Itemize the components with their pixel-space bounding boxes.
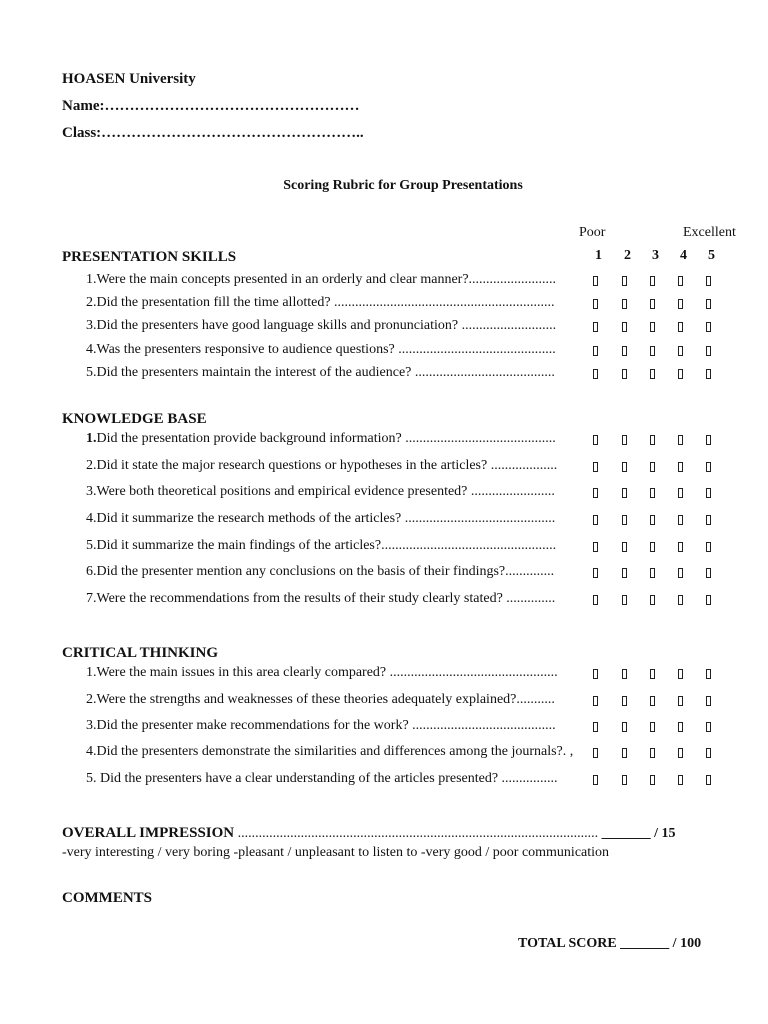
rating-box-2[interactable]	[622, 748, 627, 758]
scale-poor-label: Poor	[579, 225, 606, 240]
scale-number-1: 1	[595, 248, 602, 263]
rating-box-4[interactable]	[678, 462, 683, 472]
rating-box-2[interactable]	[622, 542, 627, 552]
rating-box-4[interactable]	[678, 775, 683, 785]
rating-box-1[interactable]	[593, 696, 598, 706]
rating-box-2[interactable]	[622, 462, 627, 472]
rating-box-1[interactable]	[593, 775, 598, 785]
rating-box-3[interactable]	[650, 775, 655, 785]
rating-box-3[interactable]	[650, 346, 655, 356]
question-label: 2.Did it state the major research questions or hypotheses in the articles? ...................	[86, 458, 558, 473]
question-number: 1.	[86, 431, 97, 446]
rating-box-2[interactable]	[622, 595, 627, 605]
section-heading: CRITICAL THINKING	[62, 645, 219, 661]
name-field-label: Name:……………………………………………	[62, 98, 360, 114]
question-text	[86, 295, 594, 311]
rating-box-5[interactable]	[706, 595, 711, 605]
rating-box-1[interactable]	[593, 748, 598, 758]
question-text	[86, 591, 594, 607]
question-label: 5.Did the presenters maintain the interest of the audience? ........................................	[86, 365, 555, 380]
question-label: 4.Did it summarize the research methods of the articles? ...........................................	[86, 511, 556, 526]
rating-box-1[interactable]	[593, 346, 598, 356]
overall-impression-descriptors: -very interesting / very boring -pleasant / unpleasant to listen to -very good / poor communication	[62, 845, 610, 860]
question-label: 2.Did the presentation fill the time allotted? ...............................................................	[86, 295, 555, 310]
rating-box-4[interactable]	[678, 748, 683, 758]
rating-box-5[interactable]	[706, 775, 711, 785]
scale-number-4: 4	[680, 248, 687, 263]
question-label: 4.Was the presenters responsive to audience questions? .............................................	[86, 342, 556, 357]
rating-box-1[interactable]	[593, 669, 598, 679]
rating-box-5[interactable]	[706, 568, 711, 578]
rating-box-4[interactable]	[678, 696, 683, 706]
question-label: 3.Did the presenter make recommendations for the work? .........................................	[86, 718, 556, 733]
question-text	[86, 318, 594, 334]
rating-box-3[interactable]	[650, 595, 655, 605]
rating-box-2[interactable]	[622, 669, 627, 679]
rating-box-3[interactable]	[650, 488, 655, 498]
scale-number-3: 3	[652, 248, 659, 263]
question-text	[86, 342, 594, 358]
rating-box-3[interactable]	[650, 568, 655, 578]
rating-box-3[interactable]	[650, 369, 655, 379]
rating-box-3[interactable]	[650, 542, 655, 552]
rating-box-1[interactable]	[593, 435, 598, 445]
scale-number-2: 2	[624, 248, 631, 263]
rating-box-5[interactable]	[706, 722, 711, 732]
overall-impression-dots: .......................................................................................................	[234, 826, 599, 841]
rating-box-3[interactable]	[650, 322, 655, 332]
rating-box-2[interactable]	[622, 722, 627, 732]
question-label: Did the presentation provide background information? ...........................................	[96, 431, 556, 446]
question-label: 2.Were the strengths and weaknesses of these theories adequately explained?...........	[86, 692, 555, 707]
question-label: 4.Did the presenters demonstrate the similarities and differences among the journals?. ,	[86, 744, 574, 759]
rating-box-1[interactable]	[593, 568, 598, 578]
rating-box-5[interactable]	[706, 346, 711, 356]
rating-box-4[interactable]	[678, 568, 683, 578]
question-text	[86, 692, 594, 708]
question-text	[86, 718, 594, 734]
question-text	[86, 771, 594, 787]
rating-box-4[interactable]	[678, 542, 683, 552]
rating-box-4[interactable]	[678, 369, 683, 379]
question-text	[86, 458, 594, 474]
question-text	[86, 665, 594, 681]
rating-box-1[interactable]	[593, 595, 598, 605]
rating-box-3[interactable]	[650, 276, 655, 286]
rating-box-1[interactable]	[593, 462, 598, 472]
question-text	[86, 538, 594, 554]
rating-box-5[interactable]	[706, 488, 711, 498]
rating-box-3[interactable]	[650, 696, 655, 706]
rating-box-3[interactable]	[650, 515, 655, 525]
rating-box-5[interactable]	[706, 322, 711, 332]
rating-box-3[interactable]	[650, 299, 655, 309]
rating-box-5[interactable]	[706, 299, 711, 309]
document-title: Scoring Rubric for Group Presentations	[283, 178, 523, 193]
section-heading: PRESENTATION SKILLS	[62, 249, 237, 265]
question-text	[86, 431, 594, 447]
rating-box-4[interactable]	[678, 276, 683, 286]
rating-box-1[interactable]	[593, 369, 598, 379]
comments-heading: COMMENTS	[62, 890, 152, 906]
overall-impression-row	[62, 825, 676, 842]
question-text	[86, 272, 594, 288]
question-label: 5. Did the presenters have a clear understanding of the articles presented? ................	[86, 771, 558, 786]
rating-box-4[interactable]	[678, 515, 683, 525]
rating-box-2[interactable]	[622, 515, 627, 525]
class-field-label: Class:……………………………………………..	[62, 125, 364, 141]
overall-impression-label: OVERALL IMPRESSION	[62, 825, 235, 841]
rating-box-2[interactable]	[622, 322, 627, 332]
rating-box-3[interactable]	[650, 462, 655, 472]
rating-box-1[interactable]	[593, 276, 598, 286]
rating-box-4[interactable]	[678, 346, 683, 356]
rating-box-1[interactable]	[593, 722, 598, 732]
question-label: 1.Were the main issues in this area clearly compared? ................................................	[86, 665, 558, 680]
rating-box-2[interactable]	[622, 568, 627, 578]
question-label: 5.Did it summarize the main findings of the articles?..................................................	[86, 538, 557, 553]
rating-box-3[interactable]	[650, 722, 655, 732]
total-score[interactable]: TOTAL SCORE _______ / 100	[518, 936, 702, 951]
rating-box-3[interactable]	[650, 748, 655, 758]
rating-box-4[interactable]	[678, 722, 683, 732]
question-text	[86, 365, 594, 381]
scale-excellent-label: Excellent	[683, 225, 736, 240]
rating-box-5[interactable]	[706, 748, 711, 758]
rating-box-5[interactable]	[706, 696, 711, 706]
rating-box-5[interactable]	[706, 462, 711, 472]
rating-box-5[interactable]	[706, 669, 711, 679]
question-label: 3.Did the presenters have good language skills and pronunciation? ...........................	[86, 318, 557, 333]
rating-box-1[interactable]	[593, 322, 598, 332]
university-name: HOASEN University	[62, 71, 196, 87]
rating-box-1[interactable]	[593, 299, 598, 309]
rating-box-4[interactable]	[678, 669, 683, 679]
rating-box-2[interactable]	[622, 346, 627, 356]
rating-box-3[interactable]	[650, 669, 655, 679]
rating-box-4[interactable]	[678, 595, 683, 605]
rating-box-2[interactable]	[622, 369, 627, 379]
rating-box-5[interactable]	[706, 369, 711, 379]
question-text	[86, 564, 594, 580]
rating-box-1[interactable]	[593, 488, 598, 498]
rating-box-5[interactable]	[706, 276, 711, 286]
question-text	[86, 484, 594, 500]
rating-box-4[interactable]	[678, 322, 683, 332]
rating-box-2[interactable]	[622, 696, 627, 706]
rating-box-1[interactable]	[593, 515, 598, 525]
overall-impression-score[interactable]: _______ / 15	[598, 826, 676, 841]
question-label: 7.Were the recommendations from the results of their study clearly stated? ..............	[86, 591, 556, 606]
rating-box-2[interactable]	[622, 488, 627, 498]
rating-box-1[interactable]	[593, 542, 598, 552]
rating-box-2[interactable]	[622, 276, 627, 286]
rating-box-4[interactable]	[678, 299, 683, 309]
rating-box-5[interactable]	[706, 542, 711, 552]
question-label: 6.Did the presenter mention any conclusions on the basis of their findings?..............	[86, 564, 555, 579]
question-label: 3.Were both theoretical positions and empirical evidence presented? ........................	[86, 484, 555, 499]
question-text	[86, 511, 594, 527]
scale-number-5: 5	[708, 248, 715, 263]
rating-box-5[interactable]	[706, 515, 711, 525]
rating-box-3[interactable]	[650, 435, 655, 445]
rating-box-5[interactable]	[706, 435, 711, 445]
rating-box-4[interactable]	[678, 488, 683, 498]
question-text	[86, 744, 594, 760]
section-heading: KNOWLEDGE BASE	[62, 411, 207, 427]
rating-box-2[interactable]	[622, 775, 627, 785]
rating-box-2[interactable]	[622, 299, 627, 309]
question-label: 1.Were the main concepts presented in an orderly and clear manner?.........................	[86, 272, 557, 287]
rating-box-4[interactable]	[678, 435, 683, 445]
rating-box-2[interactable]	[622, 435, 627, 445]
